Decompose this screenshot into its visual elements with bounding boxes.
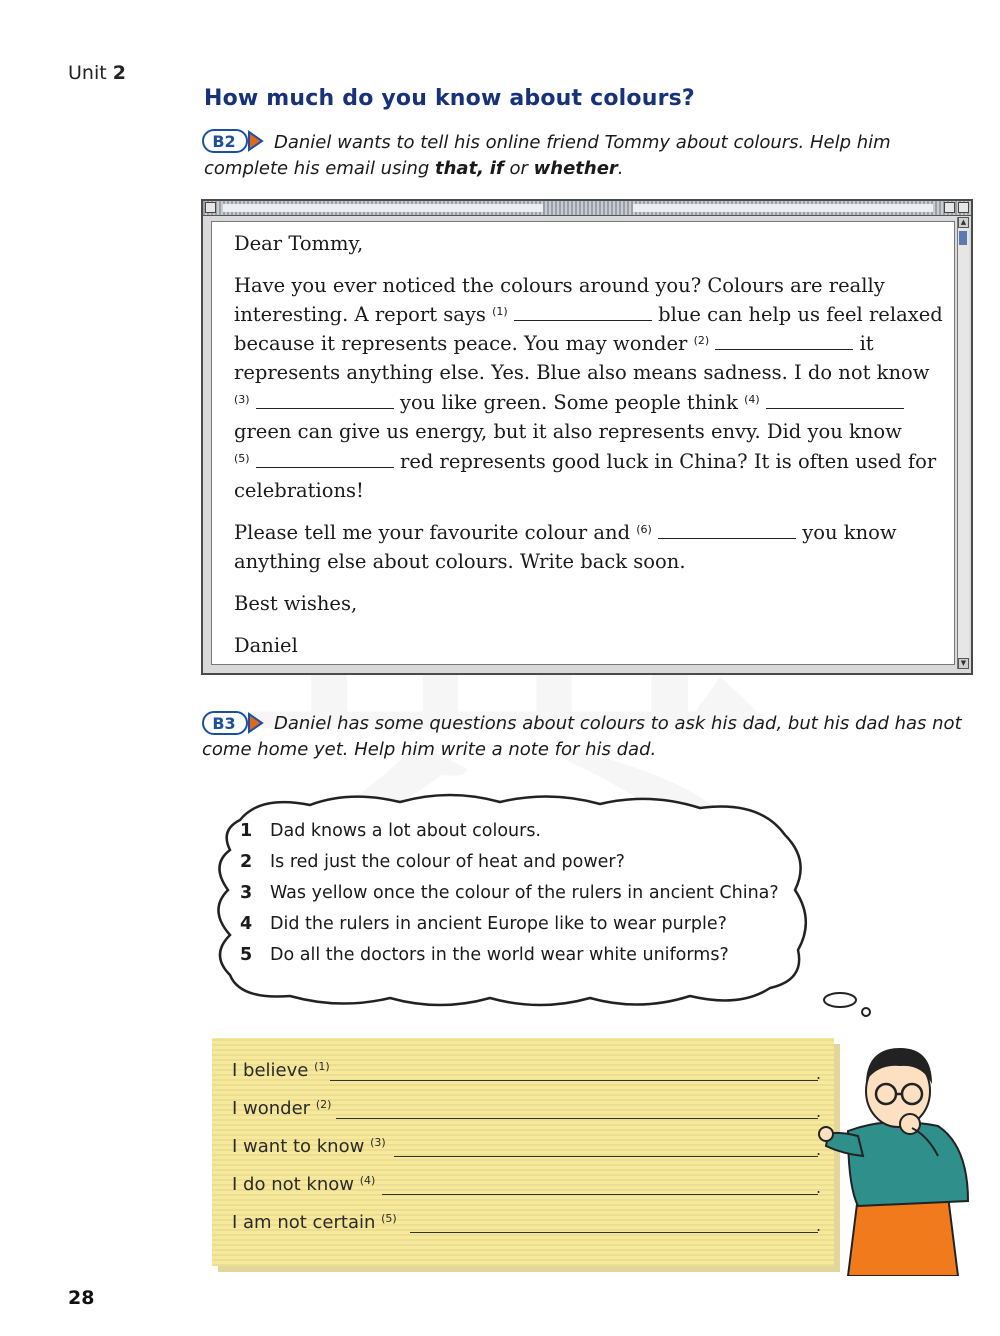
email-closing: Best wishes, <box>234 592 358 615</box>
exercise-badge-b2 <box>202 129 264 153</box>
note-answer-line-2[interactable] <box>336 1118 818 1119</box>
email-scrollbar[interactable] <box>957 217 969 669</box>
email-line: celebrations! <box>234 479 364 502</box>
blank-3[interactable] <box>256 394 394 409</box>
blank-1[interactable] <box>514 306 652 321</box>
b2-instruction-line1: Daniel wants to tell his online friend Tommy about colours. Help him <box>274 132 891 153</box>
blank-5[interactable] <box>256 453 394 468</box>
email-line: interesting. A report says $^{(1)}$ blue can help us feel relaxed <box>234 303 943 326</box>
email-line: $^{(5)}$ red represents good luck in China? It is often used for <box>234 450 937 473</box>
note-answer-line-1[interactable] <box>330 1080 818 1081</box>
email-greeting: Dear Tommy, <box>234 232 364 255</box>
email-line: Please tell me your favourite colour and $^{(6)}$ you know <box>234 521 897 544</box>
note-prompt-2: I wonder $^{(2)}$ <box>232 1098 332 1119</box>
scroll-up-icon[interactable]: ▲ <box>958 217 969 228</box>
email-line: $^{(3)}$ you like green. Some people think $^{(4)}$ <box>234 391 904 414</box>
email-window <box>201 199 973 675</box>
window-close-icon[interactable] <box>205 202 216 213</box>
note-prompt-4: I do not know $^{(4)}$ <box>232 1174 376 1195</box>
note-answer-line-3[interactable] <box>394 1156 818 1157</box>
email-body <box>211 221 955 665</box>
svg-text:B3: B3 <box>212 714 236 733</box>
email-line: anything else about colours. Write back soon. <box>234 550 686 573</box>
note-prompt-5: I am not certain $^{(5)}$ <box>232 1212 397 1233</box>
page-number: 28 <box>68 1287 95 1309</box>
email-signature: Daniel <box>234 634 298 657</box>
thought-bubble-dots <box>818 988 878 1020</box>
question-4: 4 Did the rulers in ancient Europe like to wear purple? <box>240 914 727 934</box>
window-maximize-icon[interactable] <box>958 202 969 213</box>
exercise-badge-b3 <box>202 711 264 735</box>
svg-text:B2: B2 <box>212 132 236 151</box>
blank-2[interactable] <box>715 335 853 350</box>
email-line: green can give us energy, but it also represents envy. Did you know <box>234 420 902 443</box>
scroll-thumb[interactable] <box>959 231 967 245</box>
unit-label: Unit 2 <box>68 62 126 84</box>
note-answer-line-4[interactable] <box>382 1194 818 1195</box>
email-line: because it represents peace. You may wonder $^{(2)}$ it <box>234 332 874 355</box>
question-2: 2 Is red just the colour of heat and power? <box>240 852 625 872</box>
b3-instruction-line2: come home yet. Help him write a note for his dad. <box>202 739 657 760</box>
window-titlebar <box>203 201 971 216</box>
blank-4[interactable] <box>766 394 904 409</box>
note-prompt-1: I believe $^{(1)}$ <box>232 1060 330 1081</box>
question-5: 5 Do all the doctors in the world wear white uniforms? <box>240 945 729 965</box>
question-1: 1 Dad knows a lot about colours. <box>240 821 541 841</box>
scroll-down-icon[interactable]: ▼ <box>958 658 969 669</box>
email-line: represents anything else. Yes. Blue also means sadness. I do not know <box>234 361 930 384</box>
email-line: Have you ever noticed the colours around you? Colours are really <box>234 274 885 297</box>
note-answer-line-5[interactable] <box>410 1232 818 1233</box>
window-minimize-icon[interactable] <box>944 202 955 213</box>
note-prompt-3: I want to know $^{(3)}$ <box>232 1136 386 1157</box>
daniel-cartoon-illustration <box>818 1036 988 1276</box>
note-paper: I believe $^{(1)}$ . I wonder $^{(2)}$ . I want to know $^{(3)}$ . I do not know $^{(4)}$ . I am not certain $^{(5)}$ . <box>212 1038 834 1266</box>
b3-instruction-line1: Daniel has some questions about colours to ask his dad, but his dad has not <box>274 713 962 734</box>
blank-6[interactable] <box>658 524 796 539</box>
page-title: How much do you know about colours? <box>204 86 695 111</box>
b2-instruction-line2: complete his email using that, if or whether. <box>204 158 624 179</box>
question-3: 3 Was yellow once the colour of the rulers in ancient China? <box>240 883 779 903</box>
